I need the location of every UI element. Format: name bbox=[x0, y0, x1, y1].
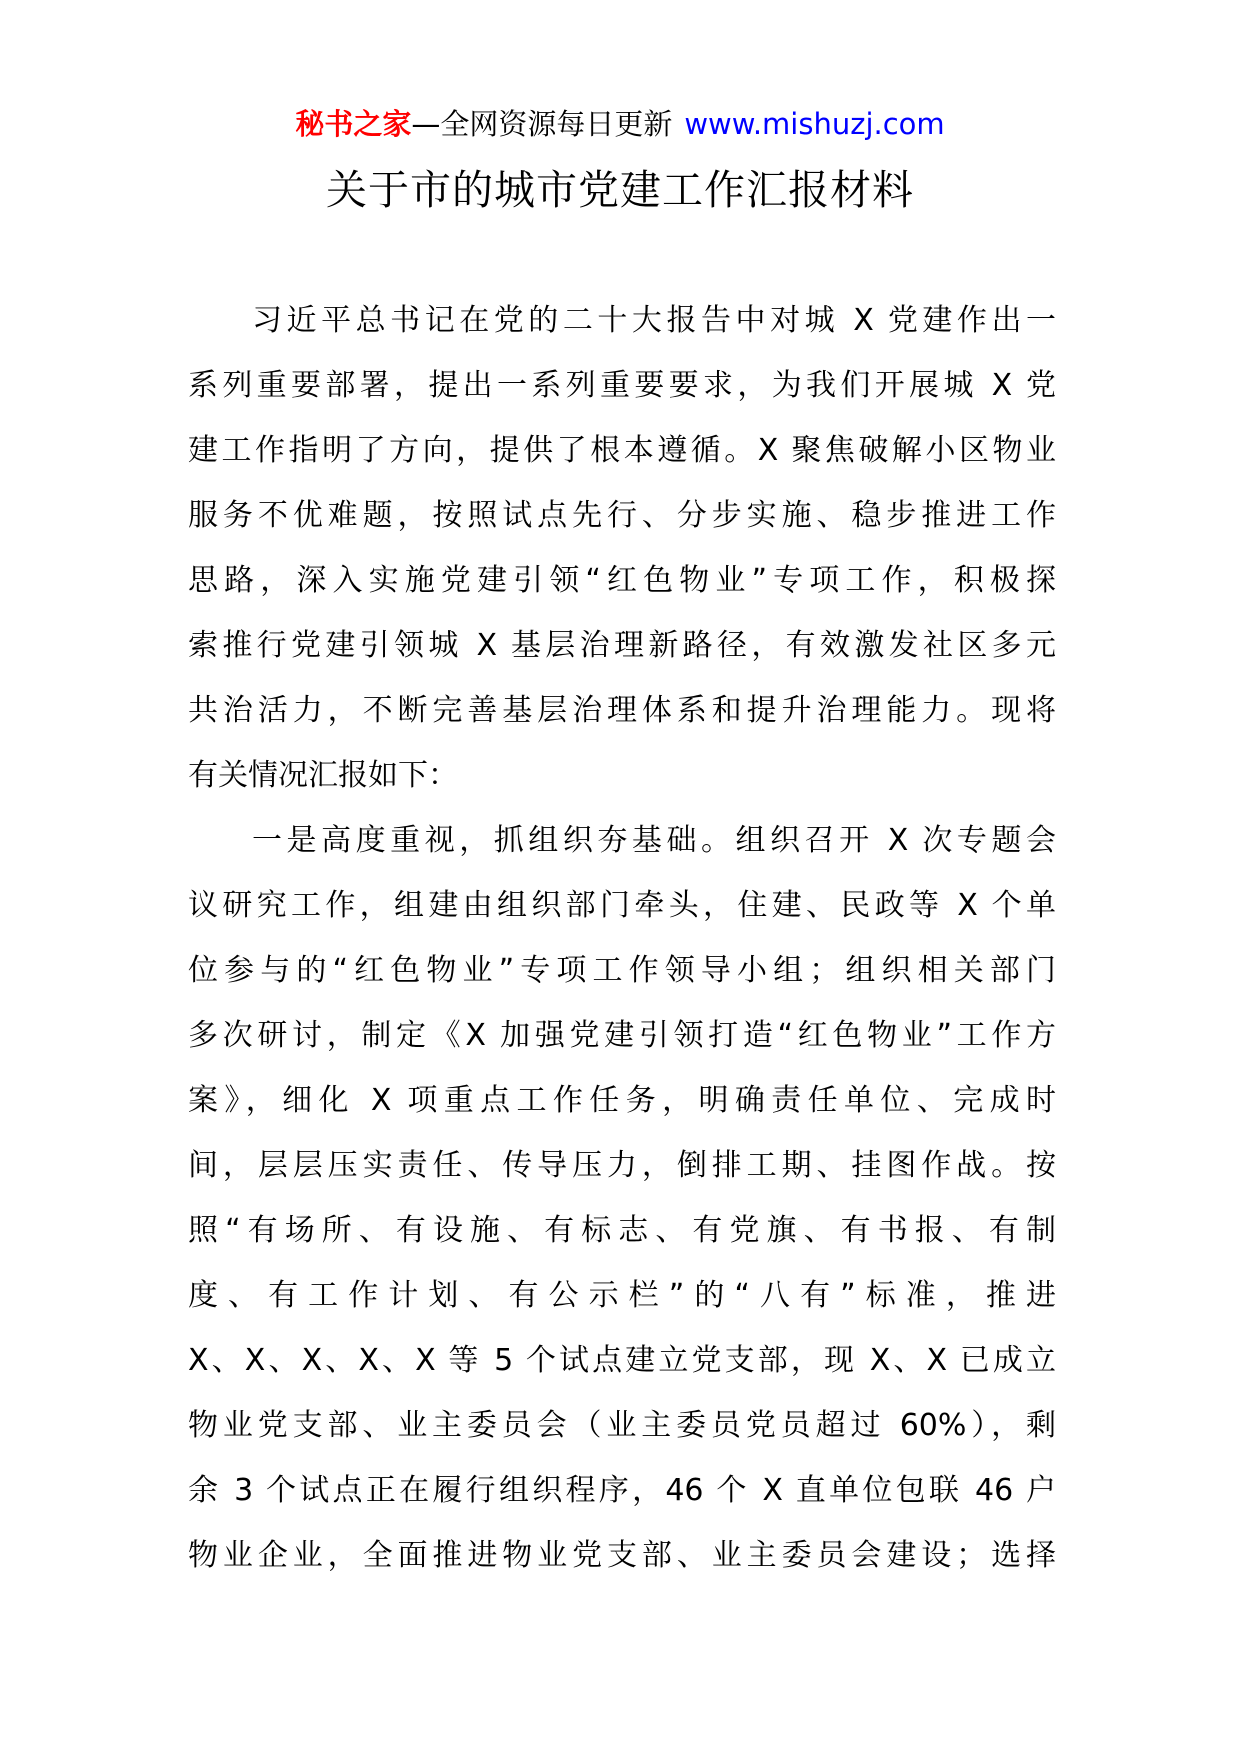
site-url-link[interactable]: www.mishuzj.com bbox=[684, 107, 945, 141]
paragraph-line: 议研究工作，组建由组织部门牵头，住建、民政等 X 个单 bbox=[188, 888, 1056, 923]
paragraph-line: 物业企业，全面推进物业党支部、业主委员会建设；选择 bbox=[188, 1538, 1056, 1573]
paragraph-line: 多次研讨，制定《X 加强党建引领打造“红色物业”工作方 bbox=[188, 1018, 1056, 1053]
document-body bbox=[188, 288, 1056, 1588]
paragraph-line: 有关情况汇报如下： bbox=[188, 758, 458, 793]
site-header bbox=[0, 104, 1240, 144]
paragraph-line: 位参与的“红色物业”专项工作领导小组；组织相关部门 bbox=[188, 953, 1056, 988]
document-title: 关于市的城市党建工作汇报材料 bbox=[326, 166, 914, 214]
paragraph-line: 建工作指明了方向，提供了根本遵循。X 聚焦破解小区物业 bbox=[188, 433, 1056, 468]
paragraph-line: 一是高度重视，抓组织夯基础。组织召开 X 次专题会 bbox=[252, 823, 1056, 858]
paragraph-line: 余 3 个试点正在履行组织程序，46 个 X 直单位包联 46 户 bbox=[188, 1473, 1056, 1508]
paragraph-line: 物业党支部、业主委员会（业主委员党员超过 60%），剩 bbox=[188, 1408, 1056, 1443]
paragraph-line: X、X、X、X、X 等 5 个试点建立党支部，现 X、X 已成立 bbox=[188, 1343, 1056, 1378]
paragraph-line: 案》，细化 X 项重点工作任务，明确责任单位、完成时 bbox=[188, 1083, 1056, 1118]
paragraph-line: 思路，深入实施党建引领“红色物业”专项工作，积极探 bbox=[188, 563, 1056, 598]
brand-name: 秘书之家 bbox=[295, 107, 412, 141]
paragraph-line: 习近平总书记在党的二十大报告中对城 X 党建作出一 bbox=[252, 303, 1056, 338]
paragraph-line: 照“有场所、有设施、有标志、有党旗、有书报、有制 bbox=[188, 1213, 1056, 1248]
paragraph-line: 间，层层压实责任、传导压力，倒排工期、挂图作战。按 bbox=[188, 1148, 1056, 1183]
paragraph-line: 共治活力，不断完善基层治理体系和提升治理能力。现将 bbox=[188, 693, 1056, 728]
paragraph-line: 系列重要部署，提出一系列重要要求，为我们开展城 X 党 bbox=[188, 368, 1056, 403]
header-slogan: —全网资源每日更新 bbox=[411, 107, 673, 141]
paragraph-line: 度、有工作计划、有公示栏”的“八有”标准，推进 bbox=[188, 1278, 1056, 1313]
paragraph-line: 服务不优难题，按照试点先行、分步实施、稳步推进工作 bbox=[188, 498, 1056, 533]
paragraph-line: 索推行党建引领城 X 基层治理新路径，有效激发社区多元 bbox=[188, 628, 1056, 663]
